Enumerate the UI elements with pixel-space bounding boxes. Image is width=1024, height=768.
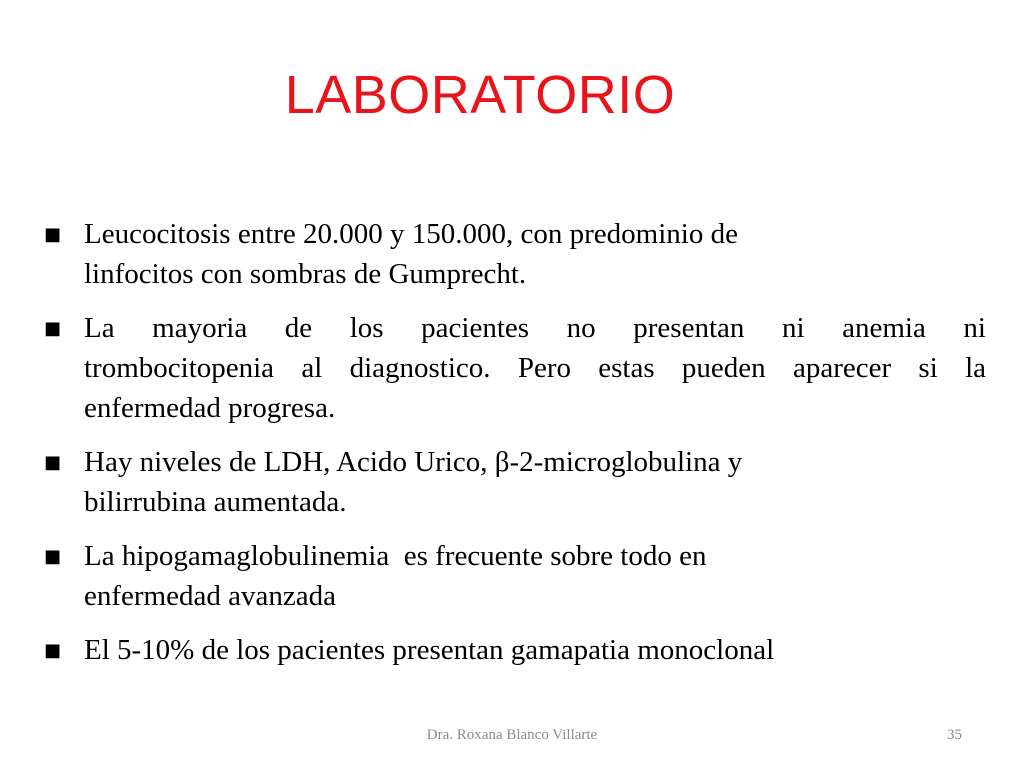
bullet-line: La hipogamaglobulinemia es frecuente sobre todo en <box>84 540 707 572</box>
square-bullet-icon: ■ <box>44 224 62 245</box>
square-bullet-icon: ■ <box>44 640 62 661</box>
bullet-text-1 <box>84 214 986 294</box>
bullet-item-3 <box>44 442 986 522</box>
bullet-line: Leucocitosis entre 20.000 y 150.000, con predominio de <box>84 218 738 250</box>
bullet-item-1 <box>44 214 986 294</box>
bullet-item-5 <box>44 630 986 672</box>
bullet-text-3 <box>84 442 986 522</box>
bullet-line: bilirrubina aumentada. <box>84 486 347 518</box>
footer-author: Dra. Roxana Blanco Villarte <box>426 727 598 743</box>
bullet-item-2 <box>44 308 986 428</box>
bullet-item-4 <box>44 536 986 616</box>
bullet-line: Hay niveles de LDH, Acido Urico, β-2-microglobulina y <box>84 446 743 478</box>
bullet-text-5 <box>84 630 986 670</box>
square-bullet-icon: ■ <box>44 318 62 339</box>
bullet-line: linfocitos con sombras de Gumprecht. <box>84 258 527 290</box>
bullet-text-2 <box>84 308 986 428</box>
square-bullet-icon: ■ <box>44 452 62 473</box>
bullet-line: enfermedad avanzada <box>84 580 336 612</box>
bullet-line: La mayoria de los pacientes no presentan ni anemia ni <box>84 312 986 344</box>
bullet-line: trombocitopenia al diagnostico. Pero estas pueden aparecer si la <box>84 352 986 384</box>
square-bullet-icon: ■ <box>44 546 62 567</box>
bullet-line: El 5-10% de los pacientes presentan gamapatia monoclonal <box>84 634 775 666</box>
bullet-list <box>44 214 986 686</box>
bullet-line: enfermedad progresa. <box>84 392 336 424</box>
bullet-text-4 <box>84 536 986 616</box>
page-number: 35 <box>947 727 962 743</box>
slide-title: LABORATORIO <box>284 65 676 125</box>
